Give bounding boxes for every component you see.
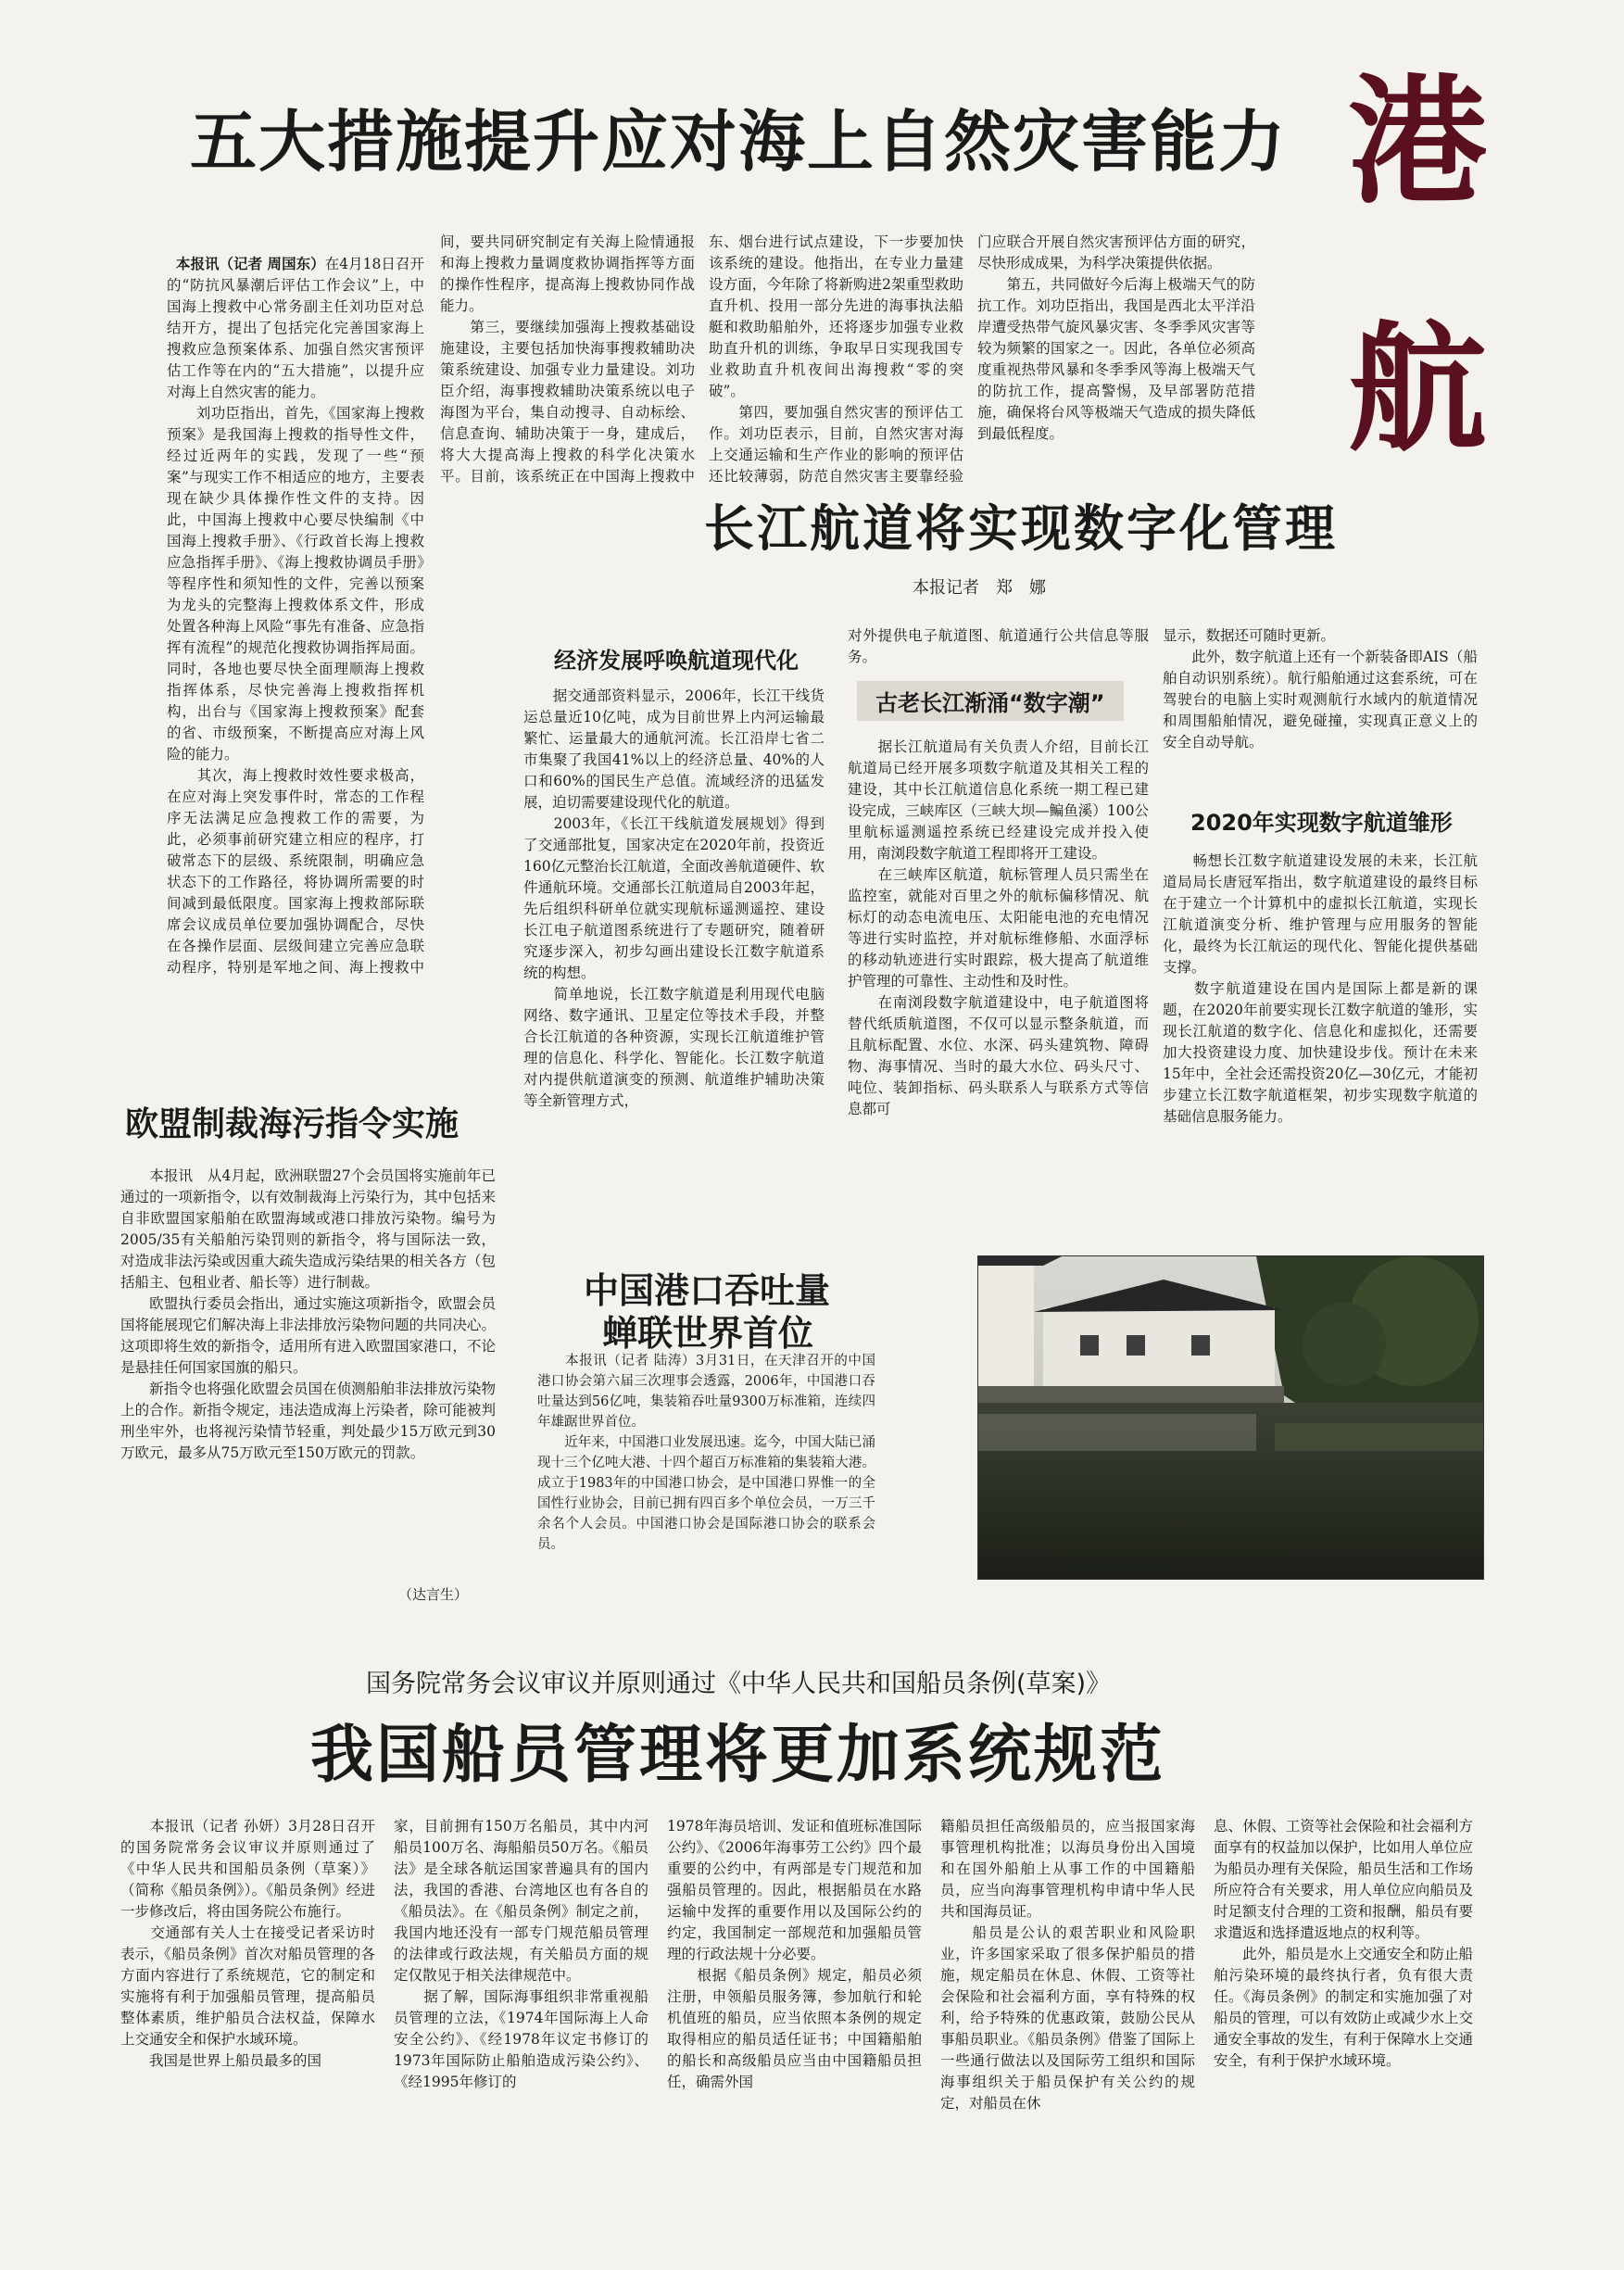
article2-subhead-3: 2020年实现数字航道雏形 xyxy=(1190,810,1453,836)
article1-col1 xyxy=(167,232,424,977)
article2-col2b: 据长江航道局有关负责人介绍，目前长江航道局已经开展多项数字航道及其相关工程的建设，其中长江航道信息化系统一期工程已建设完成，三峡库区（三峡大坝—鳊鱼溪）100公里航标遥测遥控系统已经建设完成并投入使用，南浏段数字航道工程即将开工建设。 在三峡库区航道，航标管理人员只需坐在监控室，就能对百里之外的航标偏移情况、航标灯的动态电流电压、太阳能电池的充电情况等进行实时监控，并对航标维修船、水面浮标的移动轨迹进行实时跟踪，极大提高了航道维护管理的可靠性、主动性和及时性。 在南浏段数字航道建设中，电子航道图将替代纸质航道图，不仅可以显示整条航道，而且航标配置、水位、水深、码头建筑物、障碍物、海事情况、当时的最大水位、码头尺寸、吨位、装卸指标、码头联系人与联系方式等信息都可 xyxy=(848,738,1149,1117)
article1-col4: 门应联合开展自然灾害预评估方面的研究，尽快形成成果，为科学决策提供依据。 第五，共同做好今后海上极端天气的防抗工作。刘功臣指出，我国是西北太平洋沿岸遭受热带气旋风暴灾害、冬季季风灾害等较为频繁的国家之一。因此，各单位必须高度重视热带风暴和冬季季风等海上极端天气的防抗工作，提高警惕，及早部署防范措施，确保将台风等极端天气造成的损失降低到最低程度。 xyxy=(977,233,1255,442)
article5-col4: 籍船员担任高级船员的，应当报国家海事管理机构批准；以海员身份出入国境和在国外船舶上从事工作的中国籍船员，应当向海事管理机构申请中华人民共和国海员证。 船员是公认的艰苦职业和风险职业，许多国家采取了很多保护船员的措施，规定船员在休息、休假、工资等社会保险和社会福利方面，享有特殊的权利，给予特殊的优惠政策，鼓励公民从事船员职业。《船员条例》借鉴了国际上一些通行做法以及国际劳工组织和国际海事组织关于船员保护有关公约的规定，对船员在休 xyxy=(940,1818,1195,2112)
article3-headline: 欧盟制裁海污指令实施 xyxy=(125,1104,460,1143)
article2-subhead-1: 经济发展呼唤航道现代化 xyxy=(554,648,799,674)
masthead-char-hang: 航 xyxy=(1348,308,1488,471)
article1-col3: 东、烟台进行试点建设，下一步要加快该系统的建设。他指出，在专业力量建设方面，今年除了将新购进2架重型救助直升机、投用一部分先进的海事执法船艇和救助船舶外，还将逐步加强专业救助直升机的训练，争取早日实现我国专业救助直升机夜间出海搜救“零的突破”。 第四，要加强自然灾害的预评估工作。刘功臣表示，目前，自然灾害对海上交通运输和生产作业的影响的预评估还比较薄弱，防范自然灾害主要靠经验 xyxy=(709,233,963,485)
article5-col1: 本报讯（记者 孙妍）3月28日召开的国务院常务会议审议并原则通过了《中华人民共和国船员条例（草案）》（简称《船员条例》）。《船员条例》经进一步修改后，将由国务院公布施行。 交通部有关人士在接受记者采访时表示，《船员条例》首次对船员管理的各方面内容进行了系统规范，它的制定和实施将有利于加强船员管理，提高船员整体素质，维护船员合法权益，保障水上交通安全和保护水域环境。 我国是世界上船员最多的国 xyxy=(120,1818,375,2069)
article4-headline-line2: 蝉联世界首位 xyxy=(602,1312,814,1354)
article5-col3: 1978年海员培训、发证和值班标准国际公约》、《2006年海事劳工公约》四个最重要的公约中，有两部是专门规范和加强船员管理的。因此，根据船员在水路运输中发挥的重要作用以及国际公约的约定，我国制定一部规范和加强船员管理的行政法规十分必要。 根据《船员条例》规定，船员必须注册，申领船员服务簿，参加航行和轮机值班的船员，应当依照本条例的规定取得相应的船员适任证书；中国籍船舶的船长和高级船员应当由中国籍船员担任，确需外国 xyxy=(667,1818,922,2090)
article2-headline: 长江航道将实现数字化管理 xyxy=(704,499,1338,558)
article3-body: 本报讯 从4月起，欧洲联盟27个会员国将实施前年已通过的一项新指令，以有效制裁海上污染行为，其中包括来自非欧盟国家船舶在欧盟海域或港口排放污染物。编号为2005/35有关船舶污染罚则的新指令，将与国际法一致，对造成非法污染或因重大疏失造成污染结果的相关各方（包括船主、包租业者、船长等）进行制裁。 欧盟执行委员会指出，通过实施这项新指令，欧盟会员国将能展现它们解决海上非法排放污染物问题的共同决心。这项即将生效的新指令，适用所有进入欧盟国家港口，不论是悬挂任何国家国旗的船只。 新指令也将强化欧盟会员国在侦测船舶非法排放污染物上的合作。新指令规定，违法造成海上污染者，除可能被判刑坐牢外，也将视污染情节轻重，判处最少15万欧元到30万欧元，最多从75万欧元至150万欧元的罚款。 xyxy=(120,1167,496,1461)
article3-signoff: （达言生） xyxy=(398,1586,469,1603)
article5-kicker: 国务院常务会议审议并原则通过《中华人民共和国船员条例(草案)》 xyxy=(366,1670,1112,1698)
article2-col2a: 对外提供电子航道图、航道通行公共信息等服务。 xyxy=(848,627,1149,665)
article1-byline: 本报讯（记者 周国东） xyxy=(175,255,325,272)
article5-col5: 息、休假、工资等社会保险和社会福利方面享有的权益加以保护，比如用人单位应为船员办理有关保险，船员生活和工作场所应符合有关要求，用人单位应向船员及时足额支付合理的工资和报酬，船员有要求遣返和选择遣返地点的权利等。 此外，船员是水上交通安全和防止船舶污染环境的最终执行者，负有很大责任。《海员条例》的制定和实施加强了对船员的管理，可以有效防止或减少水上交通安全事故的发生，有利于保障水上交通安全，有利于保护水域环境。 xyxy=(1214,1818,1473,2069)
article1-col2: 间，要共同研究制定有关海上险情通报和海上搜救力量调度救协调指挥等方面的操作性程序，提高海上搜救协同作战能力。 第三，要继续加强海上搜救基础设施建设，主要包括加快海事搜救辅助决策系统建设、加强专业力量建设。刘功臣介绍，海事搜救辅助决策系统以电子海图为平台，集自动搜寻、自动标绘、信息查询、辅助决策于一身，建成后，将大大提高海上搜救的科学化决策水平。目前，该系统正在中国海上搜救中 xyxy=(440,233,695,485)
lake-pavilion-photo xyxy=(977,1255,1484,1580)
article4-body: 本报讯（记者 陆涛）3月31日，在天津召开的中国港口协会第六届三次理事会透露，2006年，中国港口吞吐量达到56亿吨，集装箱吞吐量9300万标准箱，连续四年雄踞世界首位。 近年来，中国港口业发展迅速。迄今，中国大陆已涌现十三个亿吨大港、十四个超百万标准箱的集装箱大港。成立于1983年的中国港口协会，是中国港口界惟一的全国性行业协会，目前已拥有四百多个单位会员，一万三千余名个人会员。中国港口协会是国际港口协会的联系会员。 xyxy=(537,1354,875,1552)
article2-byline: 本报记者 郑 娜 xyxy=(913,578,1046,598)
article5-headline: 我国船员管理将更加系统规范 xyxy=(310,1718,1166,1792)
article1-col1-text: 在4月18日召开的“防抗风暴潮后评估工作会议”上，中国海上搜救中心常务副主任刘功臣对总结开方，提出了包括完化完善国家海上搜救应急预案体系、加强自然灾害预评估工作等在内的“五大措施”，以提升应对海上自然灾害的能力。 刘功臣指出，首先，《国家海上搜救预案》是我国海上搜救的指导性文件，经过近两年的实践，发现了一些“预案”与现实工作不相适应的地方，主要表现在缺少具体操作性文件的支持。因此，中国海上搜救中心要尽快编制《中国海上搜救手册》、《行政首长海上搜救应急指挥手册》、《海上搜救协调员手册》等程序性和须知性的文件，完善以预案为龙头的完整海上搜救体系文件，形成处置各种海上风险“事先有准备、应急指挥有流程”的规范化搜救协调指挥局面。同时，各地也要尽快全面理顺海上搜救指挥体系，尽快完善海上搜救指挥机构，出台与《国家海上搜救预案》配套的省、市级预案，不断提高应对海上风险的能力。 其次，海上搜救时效性要求极高，在应对海上突发事件时，常态的工作程序无法满足应急搜救工作的需要，为此，必须事前研究建立相应的程序，打破常态下的层级、系统限制，明确应急状态下的工作路径，将协调所需要的时间减到最低限度。国家海上搜救部际联席会议成员单位要加强协调配合，尽快在各操作层面、层级间建立完善应急联动程序，特别是军地之间、海上搜救中 xyxy=(167,256,424,976)
article2-col1: 据交通部资料显示，2006年，长江干线货运总量近10亿吨，成为目前世界上内河运输最繁忙、运量最大的通航河流。长江沿岸七省二市集聚了我国41%以上的经济总量、40%的人口和60%的国民生产总值。流域经济的迅猛发展，迫切需要建设现代化的航道。 2003年，《长江干线航道发展规划》得到了交通部批复，国家决定在2020年前，投资近160亿元整治长江航道，全面改善航道硬件、软件通航环境。交通部长江航道局自2003年起，先后组织科研单位就实现航标遥测遥控、建设长江电子航道图系统进行了专题研究，随着研究逐步深入，初步勾画出建设长江数字航道系统的构想。 简单地说，长江数字航道是利用现代电脑网络、数字通讯、卫星定位等技术手段，并整合长江航道的各种资源，实现长江航道维护管理的信息化、科学化、智能化。长江数字航道对内提供航道演变的预测、航道维护辅助决策等全新管理方式， xyxy=(523,687,825,1109)
article2-subhead-2: 古老长江渐涌“数字潮” xyxy=(857,681,1124,721)
article1-headline: 五大措施提升应对海上自然灾害能力 xyxy=(190,103,1288,181)
article2-col3a: 显示，数据还可随时更新。 此外，数字航道上还有一个新装备即AIS（船舶自动识别系统）。航行船舶通过这套系统，可在驾驶台的电脑上实时观测航行水域内的航道情况和周围船舶情况，避免碰撞，实现真正意义上的安全自动导航。 xyxy=(1163,627,1478,750)
article5-col2: 家，目前拥有150万名船员，其中内河船员100万名、海船船员50万名。《船员法》是全球各航运国家普遍具有的国内法，我国的香港、台湾地区也有各自的《船员法》。在《船员条例》制定之前，我国内地还没有一部专门规范船员管理的法律或行政法规，有关船员方面的规定仅散见于相关法律规范中。 据了解，国际海事组织非常重视船员管理的立法，《1974年国际海上人命安全公约》、《经1978年议定书修订的1973年国际防止船舶造成污染公约》、《经1995年修订的 xyxy=(394,1818,648,2090)
article4-headline-line1: 中国港口吞吐量 xyxy=(584,1269,831,1311)
article2-col3b: 畅想长江数字航道建设发展的未来，长江航道局局长唐冠军指出，数字航道建设的最终目标在于建立一个计算机中的虚拟长江航道，实现长江航道演变分析、维护管理与应用服务的智能化，最终为长江航运的现代化、智能化提供基础支撑。 数字航道建设在国内是国际上都是新的课题，在2020年前要实现长江数字航道的雏形，实现长江航道的数字化、信息化和虚拟化，还需要加大投资建设力度、加快建设步伐。预计在未来15年中，全社会还需投资20亿—30亿元，才能初步建立长江数字航道框架，初步实现数字航道的基础信息服务能力。 xyxy=(1163,852,1478,1125)
masthead-char-gang: 港 xyxy=(1348,60,1488,223)
